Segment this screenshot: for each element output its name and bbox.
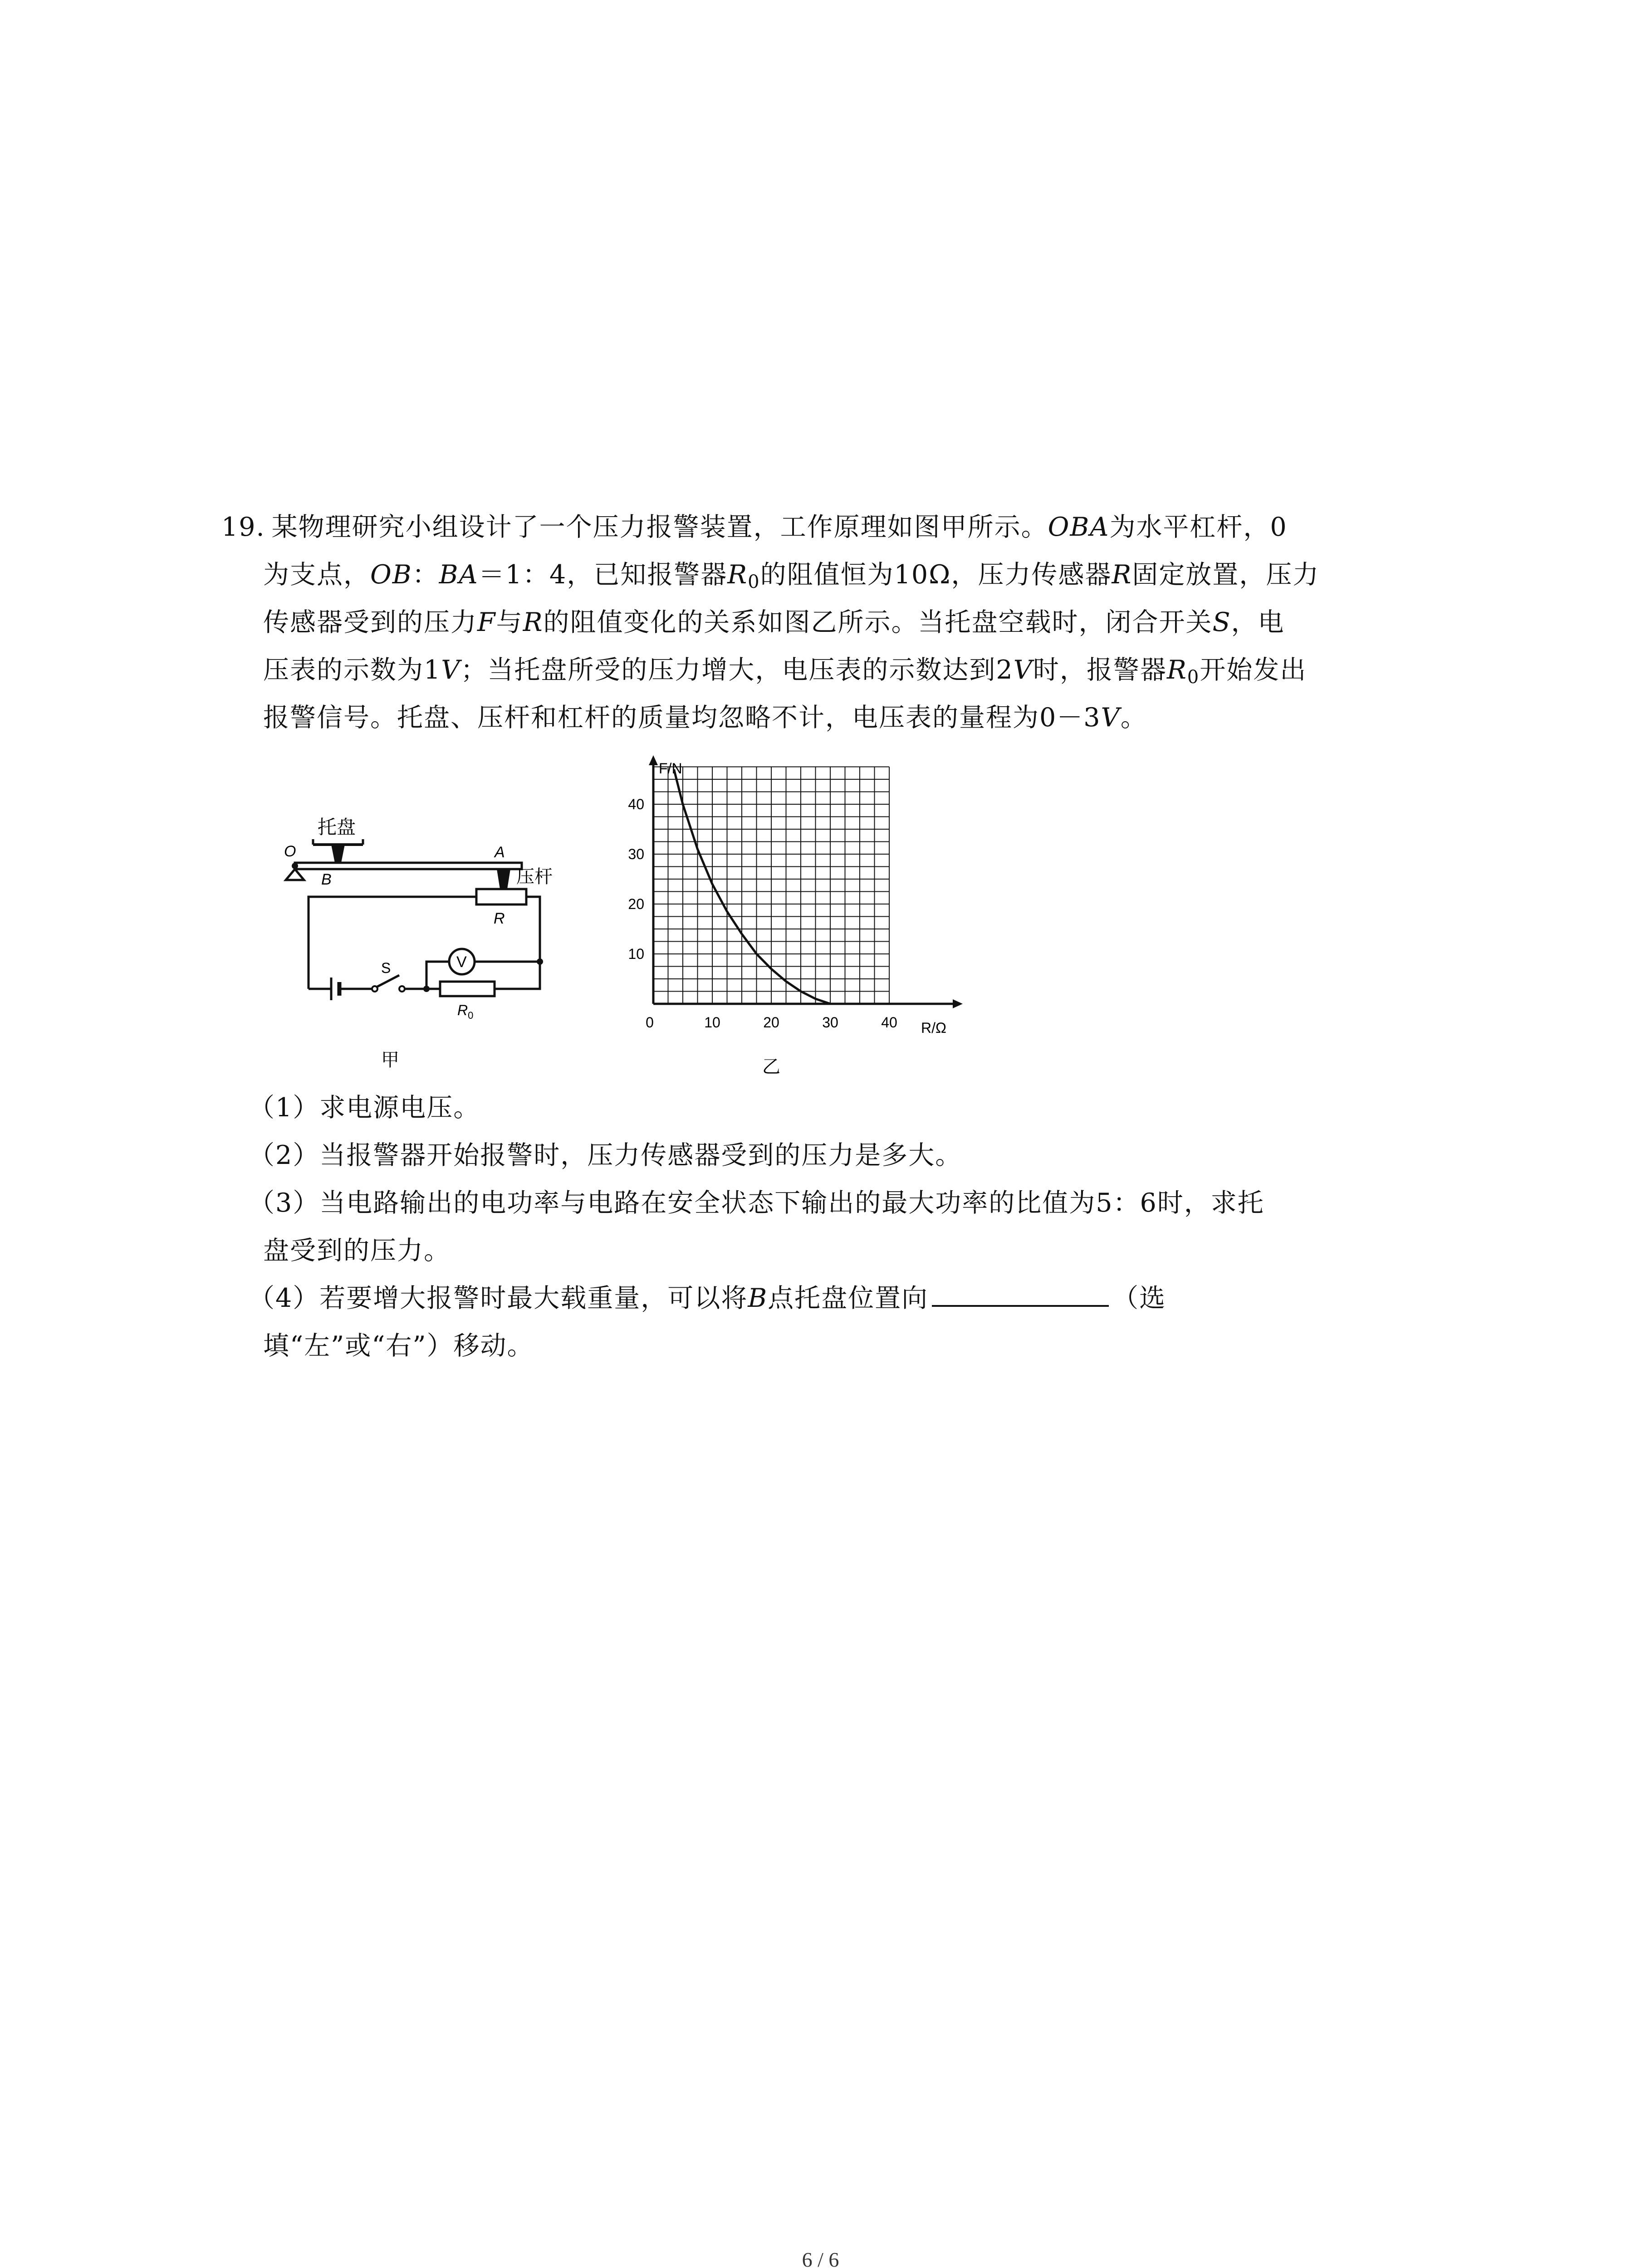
part-1: （1）求电源电压。 [249, 1093, 480, 1123]
stem-line-4: 压表的示数为1V；当托盘所受的压力增大，电压表的示数达到2V时，报警器$R_0$开始发出 [263, 655, 1307, 688]
circuit-diagram-svg [268, 812, 558, 1075]
circuit-diagram [268, 812, 558, 1075]
f-r-chart-svg [608, 755, 971, 1091]
switch-blade [377, 975, 399, 987]
wire-right [526, 897, 540, 953]
wire-r0-right [495, 953, 540, 989]
label-v: V [456, 953, 467, 971]
switch-contact-right [399, 986, 405, 992]
part-3-line-2: 盘受到的压力。 [263, 1236, 451, 1266]
pivot-point [292, 863, 298, 869]
question-number: 19. [221, 512, 265, 542]
sensor-r [476, 889, 526, 904]
tray-stem [331, 845, 345, 863]
y-tick-label: 40 [628, 796, 644, 812]
caption-yi: 乙 [762, 1057, 780, 1077]
label-press-rod: 压杆 [516, 867, 553, 887]
y-tick-label: 10 [628, 946, 644, 962]
resistor-r0 [440, 982, 495, 996]
sub-questions [221, 1084, 1465, 1370]
x-axis-arrow [953, 999, 963, 1008]
origin-label: 0 [646, 1014, 654, 1031]
x-tick-label: 20 [763, 1014, 779, 1031]
stem-line-2: 为支点，OB：BA＝1：4，已知报警器$R_0$的阻值恒为10Ω，压力传感器R固定放置，压力 [263, 560, 1320, 592]
x-tick-label: 30 [822, 1014, 838, 1031]
label-r0: $R_0$ [457, 1002, 474, 1021]
label-b: B [321, 871, 332, 888]
label-a: A [495, 844, 505, 861]
y-axis-arrow [649, 755, 658, 765]
page-number: 6 / 6 [802, 2248, 839, 2268]
x-tick-label: 40 [881, 1014, 897, 1031]
pivot-triangle [286, 869, 304, 880]
label-tray: 托盘 [318, 816, 356, 838]
stem-line-1: 19. 某物理研究小组设计了一个压力报警装置，工作原理如图甲所示。OBA为水平杠杆，0 [221, 512, 1288, 542]
caption-jia: 甲 [381, 1050, 399, 1070]
lever-bar [295, 863, 522, 869]
question-19 [221, 503, 1465, 742]
part-2: （2）当报警器开始报警时，压力传感器受到的压力是多大。 [249, 1140, 962, 1170]
x-tick-label: 10 [704, 1014, 720, 1031]
part-4-line-1: （4）若要增大报警时最大载重量，可以将B点托盘位置向 （选 [221, 1275, 1465, 1322]
stem-line-3: 传感器受到的压力F与R的阻值变化的关系如图乙所示。当托盘空载时，闭合开关S，电 [263, 607, 1285, 637]
part-4-line-2: 填“左”或“右”）移动。 [263, 1331, 534, 1361]
label-s: S [381, 960, 391, 976]
stem-line-5: 报警信号。托盘、压杆和杠杆的质量均忽略不计，电压表的量程为0－3V。 [263, 703, 1147, 733]
y-tick-label: 30 [628, 846, 644, 862]
junction-right [537, 958, 543, 965]
answer-blank[interactable] [932, 1281, 1109, 1307]
label-r: R [494, 910, 505, 927]
y-tick-label: 20 [628, 896, 644, 912]
label-o: O [284, 843, 296, 860]
f-r-chart [608, 755, 971, 1091]
y-axis-label: F/N [659, 760, 682, 777]
x-axis-label: R/Ω [921, 1020, 946, 1036]
part-3-line-1: （3）当电路输出的电功率与电路在安全状态下输出的最大功率的比值为5：6时，求托 [249, 1188, 1264, 1218]
press-rod [497, 869, 510, 889]
